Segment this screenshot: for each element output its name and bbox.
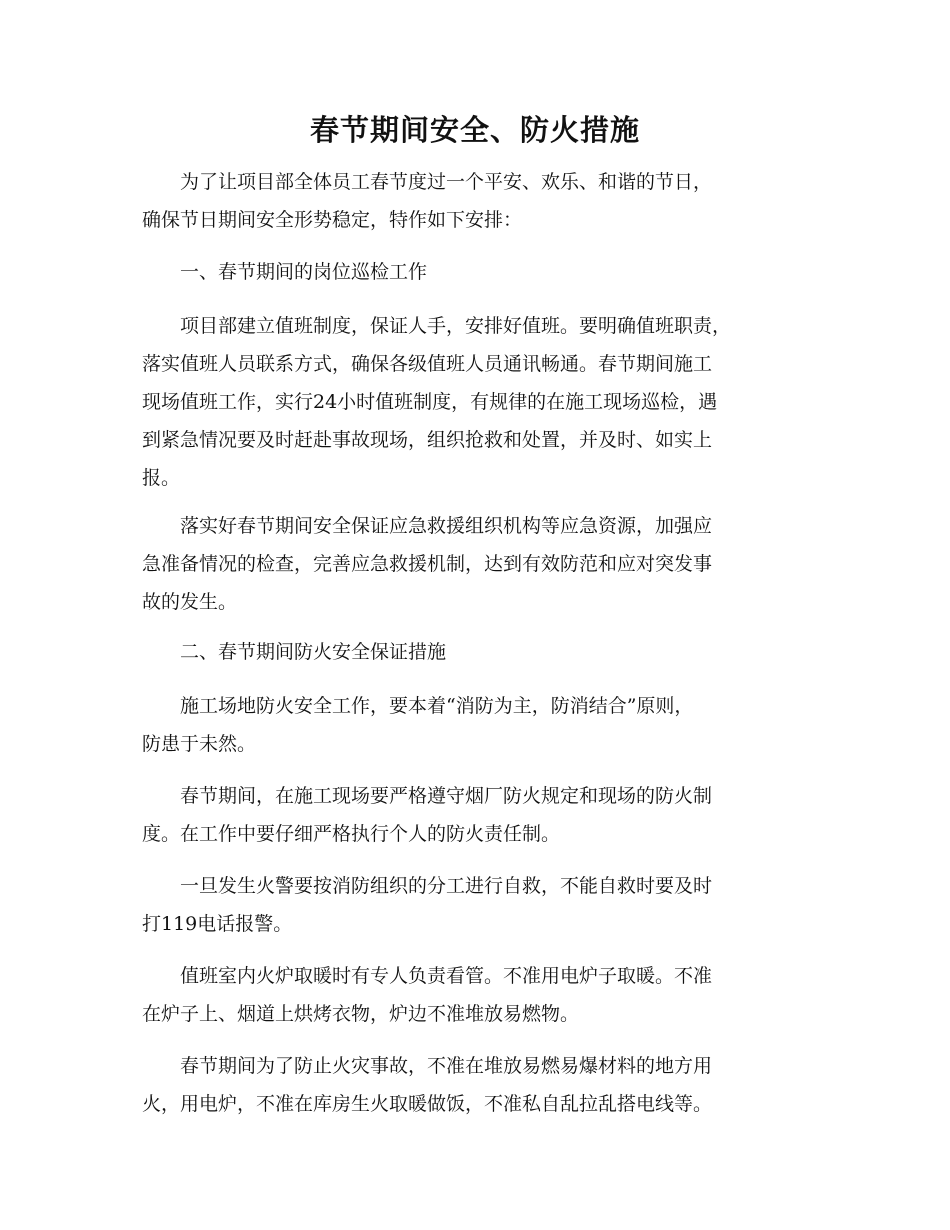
text-line: 二、春节期间防火安全保证措施 <box>142 641 447 663</box>
text-line: 到紧急情况要及时赶赴事故现场，组织抢救和处置，并及时、如实上 <box>142 429 713 451</box>
text-line: 度。在工作中要仔细严格执行个人的防火责任制。 <box>142 823 561 845</box>
text-line: 春节期间，在施工现场要严格遵守烟厂防火规定和现场的防火制 <box>142 785 713 807</box>
text-line: 落实好春节期间安全保证应急救援组织机构等应急资源，加强应 <box>142 515 713 537</box>
text-line: 急准备情况的检查，完善应急救援机制，达到有效防范和应对突发事 <box>142 553 713 575</box>
intro-paragraph <box>142 163 822 239</box>
fire-principle-paragraph <box>142 687 822 763</box>
text-line: 防患于未然。 <box>142 733 257 755</box>
text-line: 春节期间为了防止火灾事故，不准在堆放易燃易爆材料的地方用 <box>142 1055 713 1077</box>
text-line: 火，用电炉，不准在库房生火取暖做饭，不准私自乱拉乱搭电线等。 <box>142 1093 713 1115</box>
text-line: 故的发生。 <box>142 591 238 613</box>
text-line: 项目部建立值班制度，保证人手，安排好值班。要明确值班职责， <box>142 315 732 337</box>
text-line: 值班室内火炉取暖时有专人负责看管。不准用电炉子取暖。不准 <box>142 965 713 987</box>
emergency-paragraph <box>142 507 822 621</box>
section-heading-2 <box>142 633 822 671</box>
text-line: 报。 <box>142 467 181 489</box>
text-line: 现场值班工作，实行24小时值班制度，有规律的在施工现场巡检，遇 <box>142 391 718 413</box>
text-line: 一、春节期间的岗位巡检工作 <box>142 261 428 283</box>
duty-paragraph <box>142 307 822 497</box>
fire-prevention-paragraph <box>142 1047 822 1123</box>
document-title: 春节期间安全、防火措施 <box>309 113 640 147</box>
text-line: 确保节日期间安全形势稳定，特作如下安排： <box>142 209 523 231</box>
section-heading-1 <box>142 253 822 291</box>
text-line: 在炉子上、烟道上烘烤衣物，炉边不准堆放易燃物。 <box>142 1003 580 1025</box>
fire-rules-paragraph <box>142 777 822 853</box>
text-line: 落实值班人员联系方式，确保各级值班人员通讯畅通。春节期间施工 <box>142 353 713 375</box>
text-line: 打119电话报警。 <box>142 913 293 935</box>
text-line: 施工场地防火安全工作，要本着“消防为主，防消结合”原则， <box>142 695 694 717</box>
fire-alarm-paragraph <box>142 867 822 943</box>
text-line: 为了让项目部全体员工春节度过一个平安、欢乐、和谐的节日， <box>142 171 713 193</box>
text-line: 一旦发生火警要按消防组织的分工进行自救，不能自救时要及时 <box>142 875 713 897</box>
heating-paragraph <box>142 957 822 1033</box>
